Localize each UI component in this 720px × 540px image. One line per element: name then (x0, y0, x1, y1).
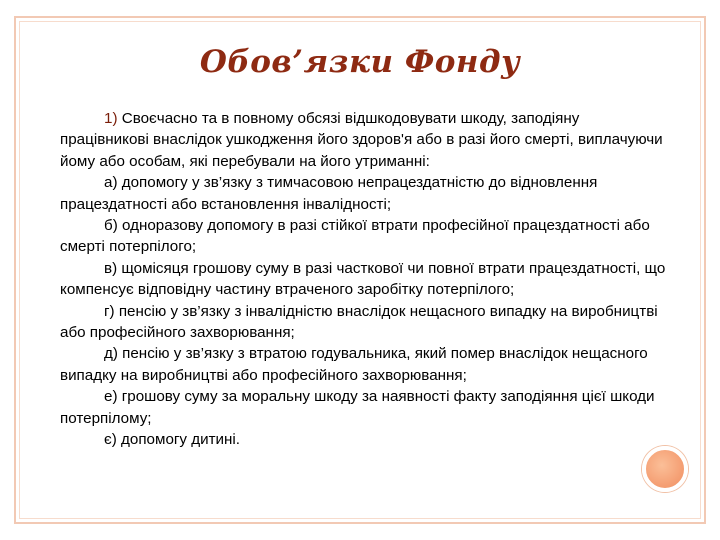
subitem-d: д) пенсію у зв’язку з втратою годувальника, який помер внаслідок нещасного випадку на виробництві або професійного захворювання; (60, 345, 648, 384)
subitem-h: г) пенсію у зв’язку з інвалідністю внаслідок нещасного випадку на виробництві або професійного захворювання; (60, 302, 658, 342)
list-item-1-number: 1) (104, 110, 118, 127)
subitem-b: б) одноразову допомогу в разі стійкої втрати професійної працездатності або смерті потерпілого; (60, 217, 650, 256)
subitem-ye: є) допомогу дитині. (104, 431, 241, 449)
subitem-e: е) грошову суму за моральну шкоду за наявності факту заподіяння цієї шкоди потерпілому; (60, 388, 655, 427)
subitem-v: в) щомісяця грошову суму в разі часткової чи повної втрати працездатності, що компенсує відповідну частину втраченого заробітку потерпілого; (60, 259, 666, 299)
list-item-1-text: Своєчасно та в повному обсязі відшкодовувати шкоду, заподіяну працівникові внаслідок ушкодження його здоров'я або в разі його смерті, виплачуючи йому або особам, які перебували на його утриманні: (60, 110, 663, 170)
subitem-a: а) допомогу у зв’язку з тимчасовою непрацездатністю до відновлення працездатності або встановлення інвалідності; (60, 174, 598, 213)
slide-body (60, 108, 672, 451)
slide-title: Обов’язки Фонду (199, 44, 521, 80)
decorative-circle (642, 446, 688, 492)
list-item-1 (60, 108, 672, 172)
